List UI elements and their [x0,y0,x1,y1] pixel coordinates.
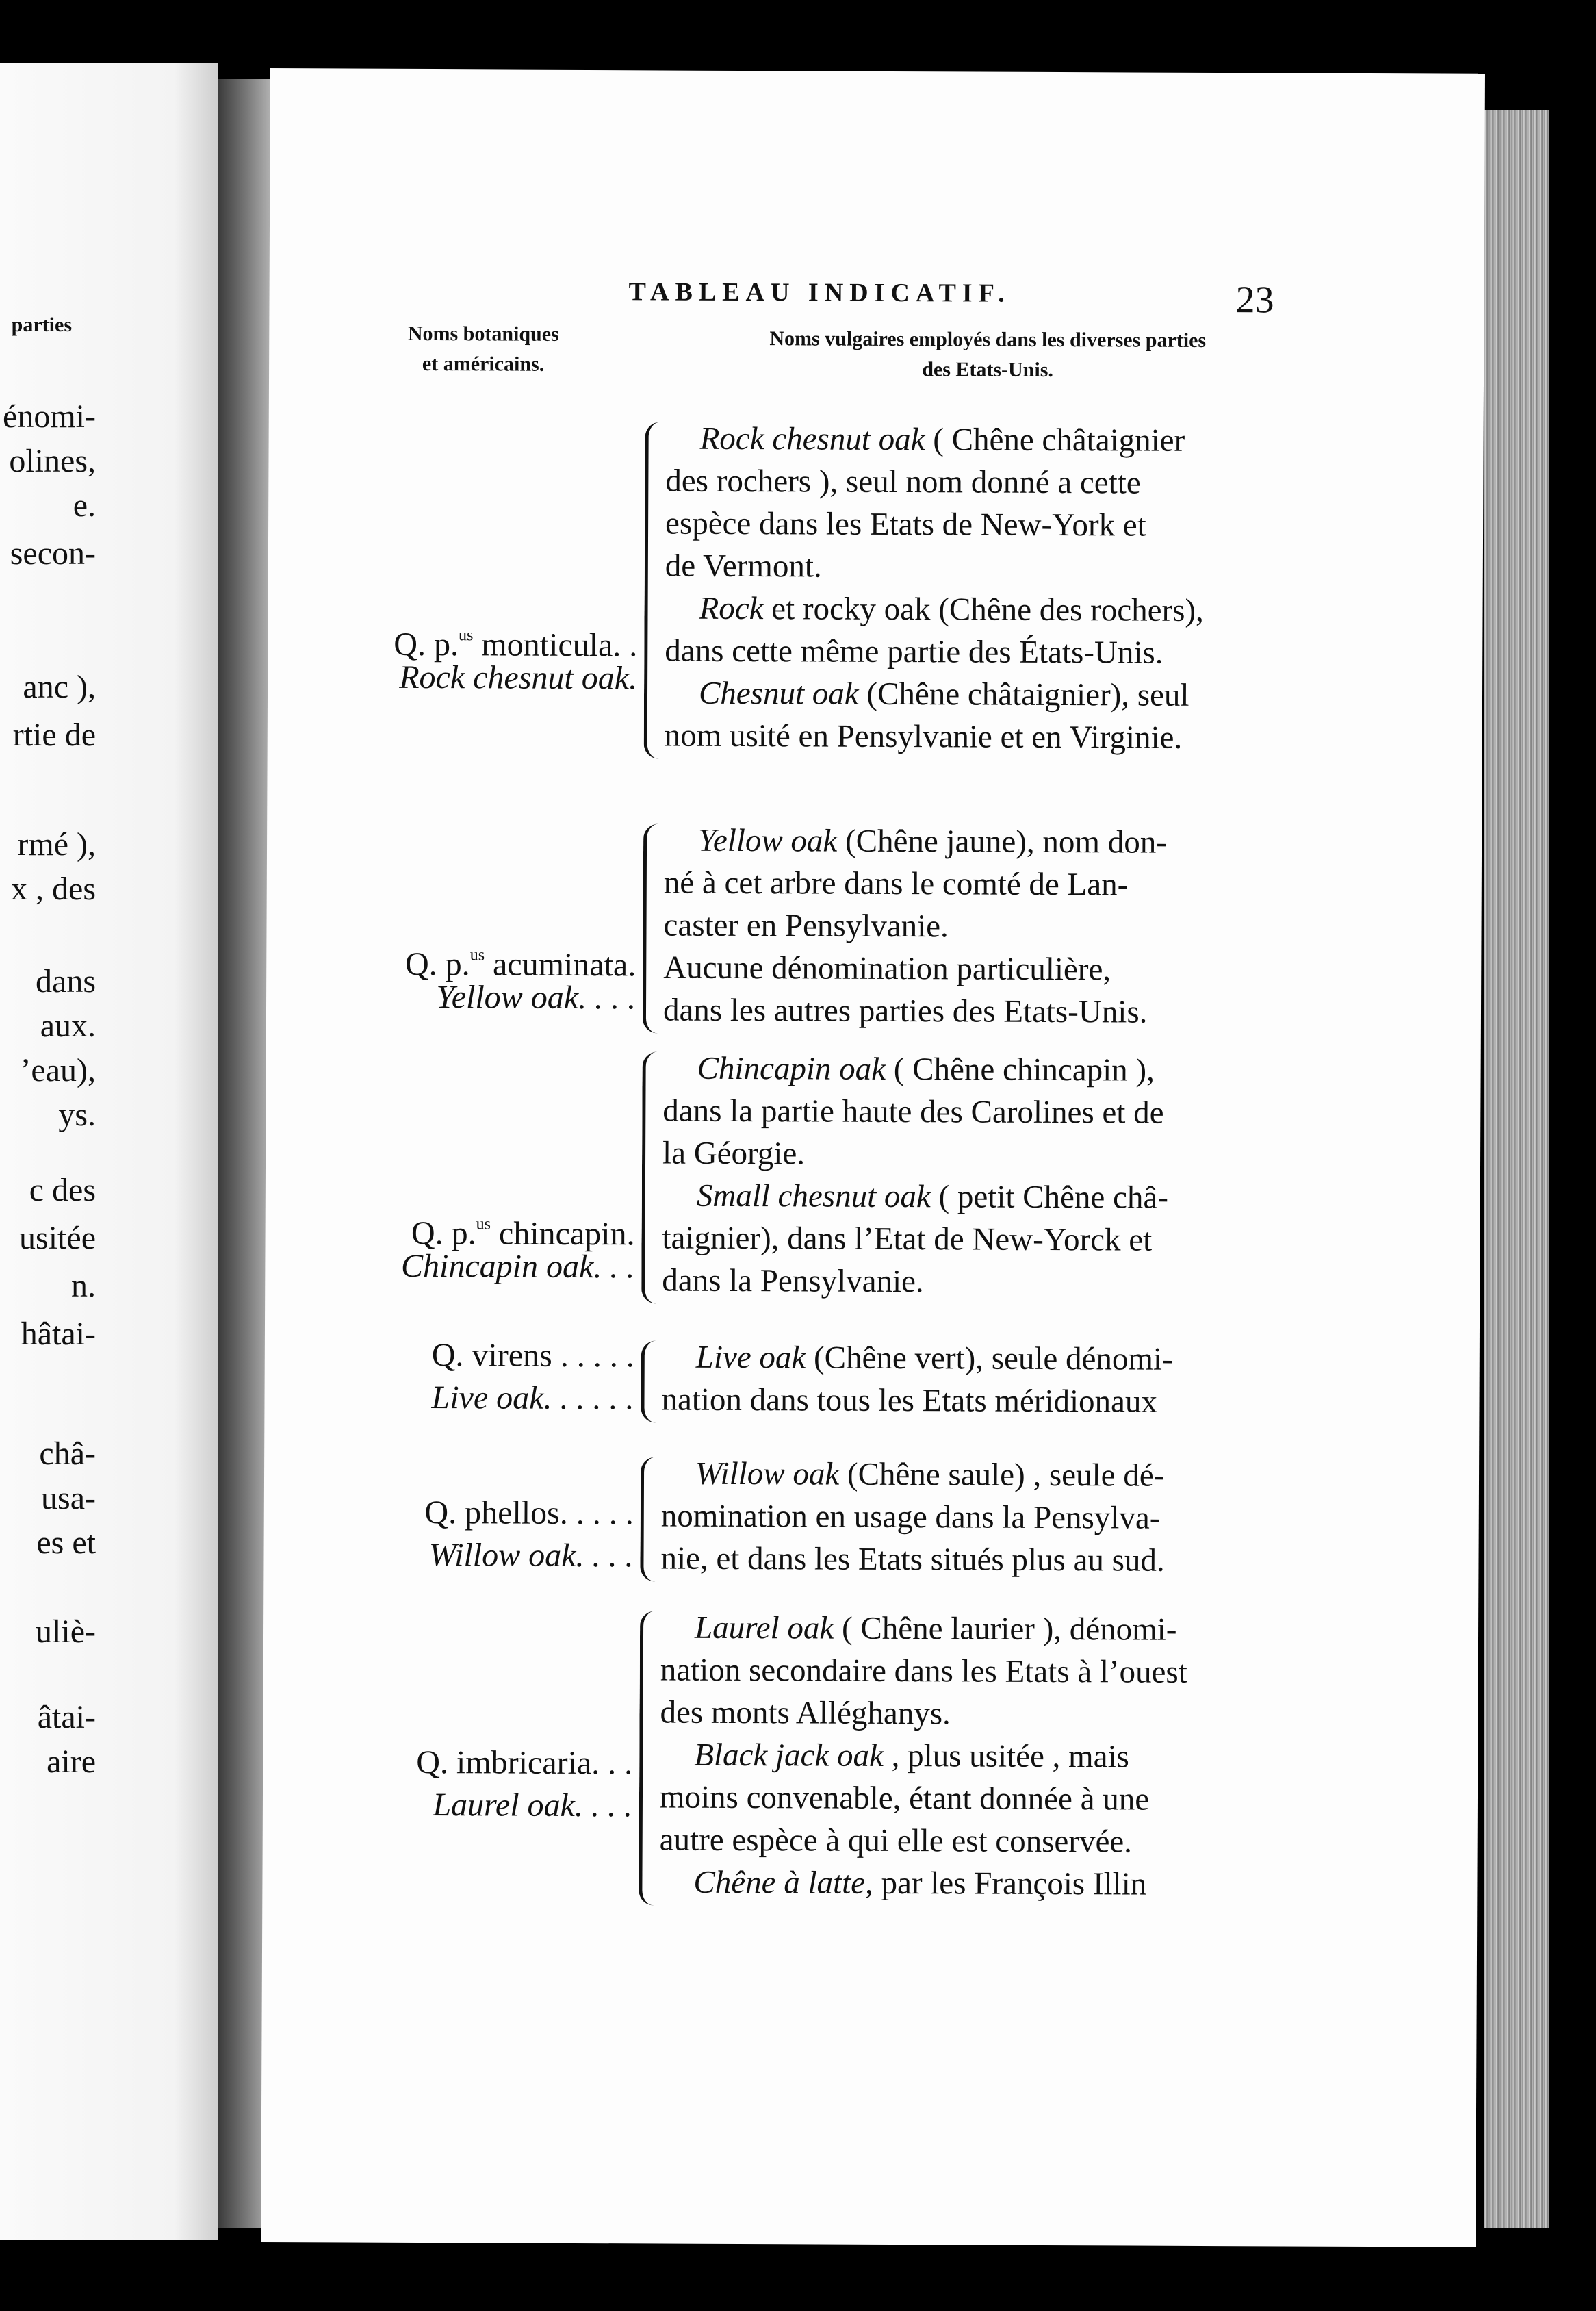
vernacular-description-line: nation secondaire dans les Etats à l’ouest [660,1652,1187,1690]
botanical-name: Q. phellos. . . . . [424,1494,634,1532]
left-page-fragment: dans [36,963,96,999]
column-heading-botanical [398,319,569,380]
american-name: Live oak. . . . . . [431,1379,634,1417]
column-heading-line: Noms botaniques [407,322,559,346]
left-page-fragment: n. [71,1268,96,1304]
left-page-fragment: olines, [9,443,96,479]
vernacular-description-line: Rock et rocky oak (Chêne des rochers), [699,590,1204,628]
column-heading-vernacular [686,324,1289,387]
left-page-fragment: énomi- [3,398,96,435]
left-page-fragment: hâtai- [21,1316,96,1352]
vernacular-description-line: né à cet arbre dans le comté de Lan- [663,865,1129,903]
left-page-fragment: uliè- [36,1613,96,1650]
left-page-fragment: ys. [58,1097,96,1133]
left-page-fragment: ’eau), [20,1052,96,1088]
vernacular-name: Laurel oak [694,1609,834,1646]
vernacular-description-line: espèce dans les Etats de New-York et [665,505,1146,544]
vernacular-description-line: dans la Pensylvanie. [662,1262,924,1300]
vernacular-description-line: Chesnut oak (Chêne châtaignier), seul [698,675,1189,713]
vernacular-name: Rock [699,590,764,627]
vernacular-description-line: Willow oak (Chêne saule) , seule dé- [695,1455,1165,1494]
vernacular-description-line: de Vermont. [665,548,822,585]
vernacular-description-line: moins convenable, étant donnée à une [659,1779,1150,1817]
page-number: 23 [1235,279,1274,322]
column-heading-line: des Etats-Unis. [922,358,1054,381]
left-page-fragment: aux. [40,1008,96,1044]
vernacular-name: Live oak [695,1339,806,1376]
brace-bracket [640,1457,659,1581]
left-page-fragment: rmé ), [17,826,96,863]
vernacular-description-line: caster en Pensylvanie. [663,907,949,945]
left-page-fragment: e. [73,487,96,524]
botanical-name: Q. p.$^{us}$ chincapin. [411,1214,635,1253]
vernacular-name: Yellow oak [697,822,838,859]
left-page-fragment: aire [47,1744,96,1780]
left-page-fragment: âtai- [37,1699,96,1735]
vernacular-description-line: nie, et dans les Etats situés plus au sud. [660,1540,1165,1579]
vernacular-description-line: dans la partie haute des Carolines et de [662,1093,1164,1131]
left-page-fragment: châ- [39,1435,96,1472]
vernacular-description-line: taignier), dans l’Etat de New-Yorck et [662,1220,1153,1258]
brace-bracket [643,823,662,1033]
vernacular-name: Small chesnut oak [696,1177,931,1215]
vernacular-name: Willow oak [695,1455,840,1492]
vernacular-description-line: des rochers ), seul nom donné a cette [665,463,1141,501]
vernacular-description-line: nom usité en Pensylvanie et en Virginie. [664,717,1183,756]
running-title: TABLEAU INDICATIF. [628,277,1011,308]
left-page-fragment: x , des [11,871,96,907]
american-name: Rock chesnut oak. [399,659,638,697]
vernacular-description-line: Live oak (Chêne vert), seule dénomi- [695,1339,1173,1377]
vernacular-description-line: Chincapin oak ( Chêne chincapin ), [697,1050,1155,1088]
brace-bracket [644,422,664,758]
vernacular-description-line: Yellow oak (Chêne jaune), nom don- [697,822,1168,860]
left-page-fragment: secon- [10,535,96,572]
left-page-fragment: usitée [19,1220,96,1256]
botanical-name: Q. p.$^{us}$ monticula. . [394,626,638,664]
brace-bracket [641,1051,661,1303]
vernacular-name: Chesnut oak [698,675,859,712]
vernacular-description-line: Chêne à latte, par les François Illin [693,1864,1147,1902]
vernacular-description-line: Black jack oak , plus usitée , mais [694,1737,1130,1775]
vernacular-name: Black jack oak [694,1737,884,1774]
vernacular-description-line: nomination en usage dans la Pensylva- [660,1498,1161,1536]
brace-bracket [639,1611,658,1905]
american-name: Laurel oak. . . . [433,1787,633,1824]
american-name: Yellow oak. . . . [436,979,636,1017]
vernacular-description-line: la Géorgie. [662,1135,806,1172]
vernacular-description-line: Small chesnut oak ( petit Chêne châ- [696,1177,1169,1216]
left-page-fragment: parties [11,314,72,336]
left-page-fragment: anc ), [23,669,96,705]
botanical-name: Q. virens . . . . . [431,1337,634,1375]
vernacular-description-line: Rock chesnut oak ( Chêne châtaignier [699,420,1185,459]
vernacular-name: Chêne à latte, [693,1864,873,1901]
vernacular-description-line: Laurel oak ( Chêne laurier ), dénomi- [694,1609,1177,1648]
vernacular-description-line: Aucune dénomination particulière, [663,949,1111,988]
vernacular-description-line: dans cette même partie des États-Unis. [665,633,1163,671]
botanical-name: Q. imbricaria. . . [416,1744,633,1782]
american-name: Chincapin oak. . . [400,1247,635,1286]
left-page-fragment: es et [36,1524,96,1561]
american-name: Willow oak. . . . [428,1537,634,1574]
left-page-fragment: usa- [41,1480,96,1516]
vernacular-description-line: nation dans tous les Etats méridionaux [661,1381,1158,1420]
vernacular-name: Chincapin oak [697,1050,886,1087]
botanical-name: Q. p.$^{us}$ acuminata. [404,945,636,984]
column-heading-line: et américains. [422,352,545,376]
left-page-fragment: c des [29,1172,96,1208]
vernacular-description-line: autre espèce à qui elle est conservée. [659,1822,1133,1860]
page-edges [1484,110,1549,2228]
column-heading-line: Noms vulgaires employés dans les diverses parties [769,327,1207,352]
vernacular-description-line: des monts Alléghanys. [660,1694,951,1732]
left-page-fragment: rtie de [12,717,96,753]
brace-bracket [641,1340,660,1422]
vernacular-description-line: dans les autres parties des Etats-Unis. [662,992,1148,1030]
vernacular-name: Rock chesnut oak [699,420,925,458]
left-page [0,63,218,2240]
main-page [261,68,1485,2247]
